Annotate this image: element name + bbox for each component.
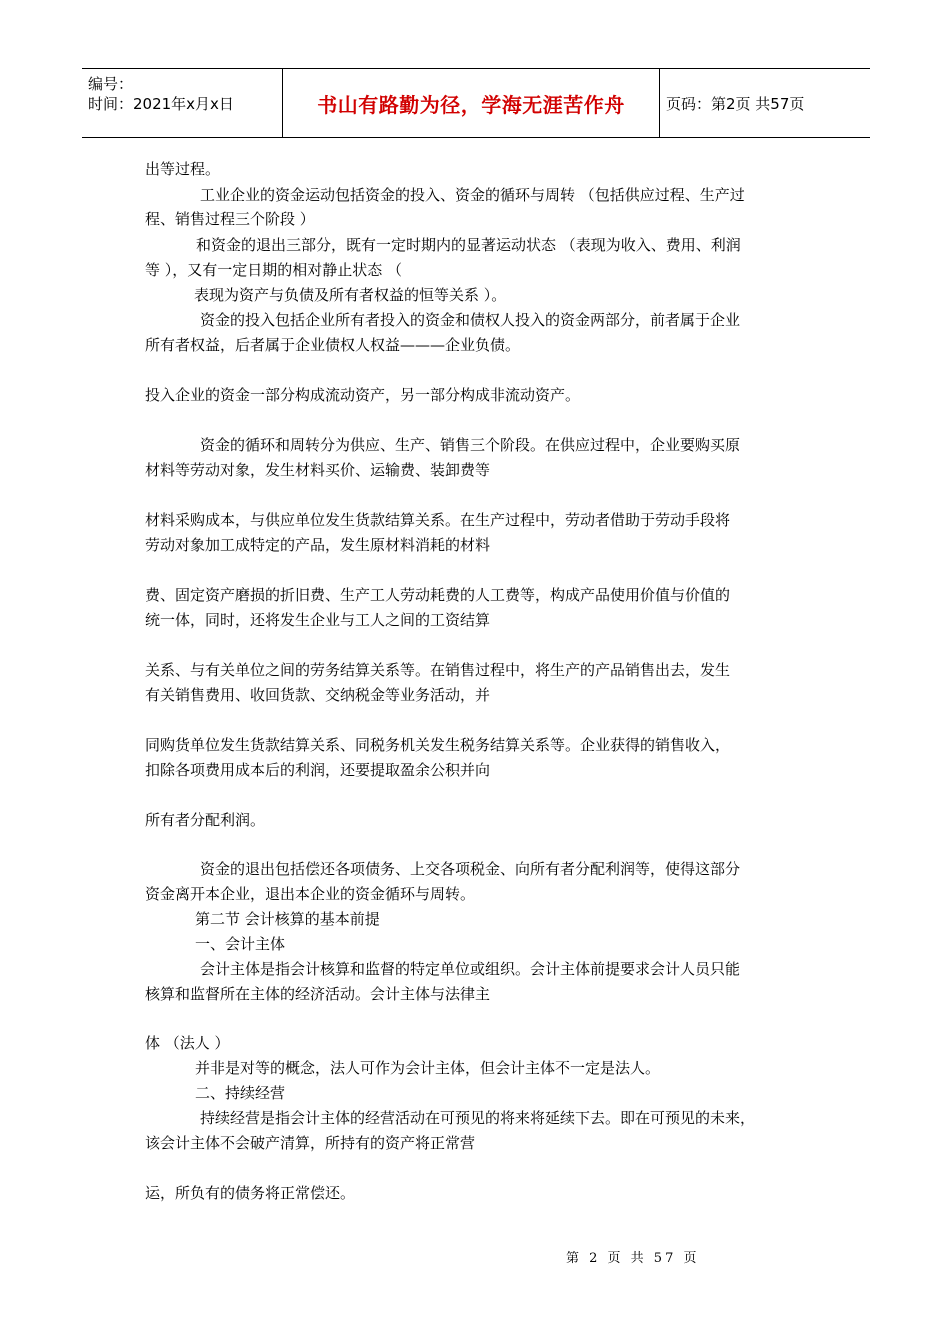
body-line: 出等过程。	[145, 160, 221, 178]
header-motto-cell	[283, 69, 660, 137]
body-line: 扣除各项费用成本后的利润，还要提取盈余公积并向	[145, 761, 491, 779]
subsection-heading: 二、持续经营	[195, 1084, 286, 1102]
body-line: 关系、与有关单位之间的劳务结算关系等。在销售过程中，将生产的产品销售出去，发生	[145, 661, 731, 679]
body-line: 资金离开本企业，退出本企业的资金循环与周转。	[145, 885, 476, 903]
header-motto: 书山有路勤为径，学海无涯苦作舟	[317, 92, 625, 117]
body-line: 和资金的退出三部分，既有一定时期内的显著运动状态 （表现为收入、费用、利润	[196, 236, 741, 254]
body-line: 投入企业的资金一部分构成流动资产，另一部分构成非流动资产。	[145, 386, 581, 404]
header-page-cell	[660, 69, 870, 137]
body-line: 会计主体是指会计核算和监督的特定单位或组织。会计主体前提要求会计人员只能	[200, 960, 741, 978]
body-line: 材料采购成本，与供应单位发生货款结算关系。在生产过程中，劳动者借助于劳动手段将	[145, 511, 731, 529]
header-page-info: 页码：第2页 共57页	[666, 94, 805, 113]
body-line: 所有者分配利润。	[145, 811, 266, 829]
header-info-cell	[82, 69, 283, 137]
body-line: 劳动对象加工成特定的产品，发生原材料消耗的材料	[145, 536, 491, 554]
body-line: 资金的循环和周转分为供应、生产、销售三个阶段。在供应过程中，企业要购买原	[200, 436, 741, 454]
section-heading: 第二节 会计核算的基本前提	[195, 910, 380, 928]
document-date: 时间：2021年x月x日	[88, 95, 234, 113]
body-line: 工业企业的资金运动包括资金的投入、资金的循环与周转 （包括供应过程、生产过	[200, 186, 745, 204]
body-line: 统一体，同时，还将发生企业与工人之间的工资结算	[145, 611, 491, 629]
body-line: 持续经营是指会计主体的经营活动在可预见的将来将延续下去。即在可预见的未来，	[200, 1109, 756, 1127]
body-line: 同购货单位发生货款结算关系、同税务机关发生税务结算关系等。企业获得的销售收入，	[145, 736, 731, 754]
body-line: 表现为资产与负债及所有者权益的恒等关系 ）。	[194, 286, 507, 304]
body-line: 该会计主体不会破产清算，所持有的资产将正常营	[145, 1134, 476, 1152]
body-line: 费、固定资产磨损的折旧费、生产工人劳动耗费的人工费等，构成产品使用价值与价值的	[145, 586, 731, 604]
body-line: 程、销售过程三个阶段 ）	[145, 210, 315, 228]
body-line: 核算和监督所在主体的经济活动。会计主体与法律主	[145, 985, 491, 1003]
page-header	[82, 68, 870, 138]
page-footer: 第 2 页 共 57 页	[566, 1251, 700, 1266]
body-line: 等 ），又有一定日期的相对静止状态 （	[145, 261, 403, 279]
body-line: 资金的投入包括企业所有者投入的资金和债权人投入的资金两部分，前者属于企业	[200, 311, 741, 329]
document-number-label: 编号：	[88, 75, 134, 93]
body-line: 运，所负有的债务将正常偿还。	[145, 1184, 356, 1202]
body-line: 有关销售费用、收回货款、交纳税金等业务活动，并	[145, 686, 491, 704]
body-line: 所有者权益，后者属于企业债权人权益———企业负债。	[145, 336, 521, 354]
body-line: 并非是对等的概念，法人可作为会计主体，但会计主体不一定是法人。	[195, 1059, 661, 1077]
body-line: 资金的退出包括偿还各项债务、上交各项税金、向所有者分配利润等，使得这部分	[200, 860, 741, 878]
body-line: 材料等劳动对象，发生材料买价、运输费、装卸费等	[145, 461, 491, 479]
body-line: 体 （法人 ）	[145, 1034, 230, 1052]
subsection-heading: 一、会计主体	[195, 935, 286, 953]
